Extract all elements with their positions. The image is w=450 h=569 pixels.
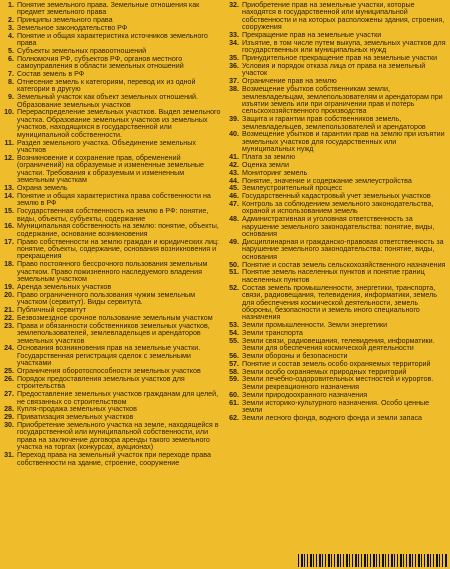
item-title: Права и обязанности собственников земельных участков, землепользователей, землевладельцев и арендаторов земельных участков [17,321,210,345]
item-number: 57. [229,359,239,368]
item-number: 23. [4,321,14,330]
item-number: 52. [229,283,239,292]
item-title: Состав земель в РФ [17,70,85,79]
list-item [228,338,447,353]
item-number: 60. [229,390,239,399]
item-number: 8. [8,77,14,86]
item-title: Купля-продажа земельных участков [17,405,137,414]
item-number: 7. [8,70,14,79]
list-item [228,216,447,238]
list-item [3,452,222,467]
list-item [3,2,222,17]
list-item [228,2,447,32]
item-number: 18. [4,260,14,269]
item-title: Аренда земельных участков [17,282,112,291]
list-item [3,56,222,71]
item-title: Земли природоохранного назначения [242,390,368,399]
item-number: 15. [4,207,14,216]
item-title: Земли лесного фонда, водного фонда и земли запаса [242,413,422,422]
item-number: 19. [4,282,14,291]
item-title: Дисциплинарная и гражданско-правовая ответственность за нарушение земельного законодательства: понятие, виды, основания [242,237,444,261]
item-title: Раздел земельного участка. Объединение земельных участков [17,138,196,155]
item-title: Охрана земель [17,184,68,192]
item-number: 46. [229,192,239,201]
item-number: 30. [4,420,14,429]
item-title: Предоставление земельных участков гражданам для целей, не связанных со строительством [17,390,219,406]
item-number: 54. [229,329,239,338]
item-number: 45. [229,184,239,193]
item-title: Право постоянного бессрочного пользования земельным участком. Право пожизненного наследуемого владения земельным участком [17,260,208,284]
list-item [3,193,222,208]
item-title: Землеустроительный процесс [242,184,343,193]
list-item [3,292,222,307]
item-number: 6. [8,54,14,63]
item-number: 42. [229,160,239,169]
item-title: Государственная собственность на землю в РФ: понятие, виды, объекты, субъекты, содержание [17,207,209,223]
item-number: 50. [229,260,239,269]
item-title: Субъекты земельных правоотношений [17,47,147,56]
item-title: Принудительное прекращение прав на земельные участки [242,54,438,63]
list-item [228,86,447,116]
item-title: Понятие земель населенных пунктов и понятие границ населенных пунктов [242,268,425,284]
item-title: Земли историко-культурного назначения. Особо ценные земли [242,398,430,414]
item-title: Земельное законодательство РФ [17,24,128,33]
item-number: 11. [4,138,14,147]
item-title: Основания возникновения прав на земельные участки. Государственная регистрация сделок с земельными участками [17,344,201,368]
item-number: 55. [229,336,239,345]
item-title: Понятие и общая характеристика источников земельного права [17,31,208,48]
item-number: 51. [229,268,239,277]
item-number: 4. [8,31,14,40]
item-title: Понятие и состав земель особо охраняемых территорий [242,359,431,368]
item-title: Земли промышленности. Земли энергетики [242,321,388,330]
item-number: 27. [4,390,14,399]
item-number: 24. [4,344,14,353]
item-title: Порядок предоставления земельных участков для строительства [17,374,185,391]
item-number: 13. [4,184,14,192]
list-item [228,131,447,153]
list-item [228,415,447,422]
item-number: 34. [229,38,239,47]
item-number: 32. [229,1,239,9]
list-item [228,376,447,391]
list-item [228,116,447,131]
item-title: Понятие и общая характеристика права собственности на землю в РФ [17,191,211,208]
item-number: 33. [229,31,239,40]
item-number: 26. [4,374,14,383]
list-item [3,208,222,223]
item-title: Отнесение земель к категориям, перевод их из одной категории в другую [17,77,196,94]
list-item [3,79,222,94]
item-title: Приватизация земельных участков [17,413,134,422]
item-title: Публичный сервитут [17,306,86,314]
item-title: Оценка земли [242,160,289,169]
item-number: 25. [4,367,14,375]
item-number: 35. [229,54,239,63]
list-item [3,94,222,109]
item-number: 12. [4,153,14,162]
item-number: 17. [4,237,14,246]
item-title: Принципы земельного права [17,16,113,25]
item-number: 41. [229,153,239,162]
item-title: Плата за землю [242,153,296,162]
item-number: 1. [8,1,14,9]
item-number: 5. [8,47,14,56]
item-title: Понятие и состав земель сельскохозяйственного назначения [242,260,446,269]
item-title: Условия и порядок отказа лица от права на земельный участок [242,62,426,78]
item-number: 59. [229,375,239,384]
item-title: Возникновение и сохранение прав, обременений (ограничений) на образуемые и измененные земельные участки. Требования к образуемым и измененным земельным участкам [17,153,205,185]
item-title: Приобретение земельного участка на земле, находящейся в государственной или муниципальной собственности, или права на заключение договора аренды такого земельного участка на торгах (конкурсах, аукционах) [17,420,219,452]
list-item [228,63,447,78]
item-number: 56. [229,352,239,361]
list-item [228,239,447,261]
item-title: Ограничения оборотоспособности земельных участков [17,367,201,375]
item-title: Прекращение прав на земельные участки [242,31,382,40]
item-title: Защита и гарантии прав собственников земель, землевладельцев, землепользователей и арендаторов [242,115,426,131]
item-title: Земли транспорта [242,329,303,338]
item-title: Переход права на земельный участок при переходе права собственности на здание, строение, сооружение [17,451,211,467]
item-number: 14. [4,191,14,200]
item-number: 61. [229,398,239,407]
item-title: Ограничение прав на землю [242,77,337,86]
item-title: Возмещение убытков собственникам земли, землевладельцам, землепользователям и арендаторам при изъятии земель или при ограничении прав и потерь сельскохозяйственного производства [242,85,443,116]
list-item [3,109,222,139]
item-title: Право собственности на землю граждан и юридических лиц: понятие, объекты, содержание, основания возникновения и прекращения [17,237,220,261]
list-item [3,391,222,406]
item-title: Мониторинг земель [242,168,308,177]
list-item [3,345,222,367]
item-title: Перераспределение земельных участков. Выдел земельного участка. Образование земельных участков из земельных участков, находящихся в государственной или муниципальной собственности. [17,108,221,139]
item-number: 62. [229,413,239,422]
list-item [3,33,222,48]
item-number: 43. [229,168,239,177]
item-title: Понятие земельного права. Земельные отношения как предмет земельного права [17,1,200,17]
list-item [228,201,447,216]
list-item [3,376,222,391]
item-number: 21. [4,306,14,314]
item-number: 31. [4,451,14,460]
item-number: 9. [8,93,14,102]
item-title: Право ограниченного пользования чужим земельным участком (сервитут). Виды сервитута. [17,290,196,307]
list-item [3,140,222,155]
item-title: Изъятие, в том числе путем выкупа, земельных участков для государственных или муниципальных нужд [242,38,446,55]
item-title: Полномочия РФ, субъектов РФ, органов местного самоуправления в области земельных отношений [17,54,184,71]
item-number: 47. [229,199,239,208]
item-title: Земли особо охраняемых природных территорий [242,367,407,376]
item-title: Земли лечебно-оздоровительных местностей и курортов. Земли рекреационного назначения [242,375,434,391]
item-number: 53. [229,321,239,330]
item-number: 20. [4,290,14,299]
item-number: 49. [229,237,239,246]
item-title: Муниципальная собственность на землю: понятие, объекты, содержание, основание возникновения [17,222,219,238]
list-item [3,261,222,283]
list-item [228,400,447,415]
toc-left-column [3,2,225,569]
item-title: Государственный кадастровый учет земельных участков [242,192,431,201]
item-number: 2. [8,16,14,25]
item-number: 48. [229,215,239,224]
list-item [3,323,222,345]
item-number: 58. [229,367,239,376]
item-title: Земельный участок как объект земельных отношений. Образование земельных участков [17,93,198,109]
list-item [228,40,447,55]
item-number: 28. [4,405,14,414]
item-title: Возмещение убытков и гарантии прав на землю при изъятии земельных участков для государственных или муниципальных нужд [242,130,445,154]
list-item [3,239,222,261]
item-title: Административная и уголовная ответственность за нарушение земельного законодательства: понятие, виды, основания [242,215,435,239]
item-number: 36. [229,62,239,70]
item-number: 3. [8,24,14,33]
item-title: Земли обороны и безопасности [242,352,348,361]
list-item [3,422,222,452]
item-title: Земли связи, радиовещания, телевидения, информатики. Земли для обеспечения космической деятельности [242,336,435,353]
item-title: Приобретение прав на земельные участки, которые находятся в государственной или муниципальной собственности и на которых расположены здания, строения, сооружения [242,1,445,32]
item-number: 40. [229,130,239,139]
toc-list-right [228,2,447,422]
item-number: 38. [229,85,239,94]
item-number: 10. [4,108,14,117]
item-number: 44. [229,176,239,185]
item-number: 16. [4,222,14,231]
item-number: 29. [4,413,14,422]
item-number: 39. [229,115,239,124]
toc-list-left [3,2,222,467]
item-title: Контроль за соблюдением земельного законодательства, охраной и использованием земель [242,199,434,216]
list-item [228,269,447,284]
item-title: Состав земель промышленности, энергетики, транспорта, связи, радиовещания, телевидения, информатики, земель для обеспечения космической деятельности, земель обороны, безопасности и земель иного специального назначения [242,283,438,322]
barcode-icon [298,554,448,567]
item-number: 22. [4,313,14,322]
list-item [3,155,222,185]
list-item [228,285,447,322]
list-item [3,223,222,238]
item-title: Безвозмездное срочное пользование земельным участком [17,313,213,322]
toc-right-column [225,2,447,569]
item-number: 37. [229,77,239,86]
item-title: Понятие, значение и содержание землеустройства [242,176,412,185]
